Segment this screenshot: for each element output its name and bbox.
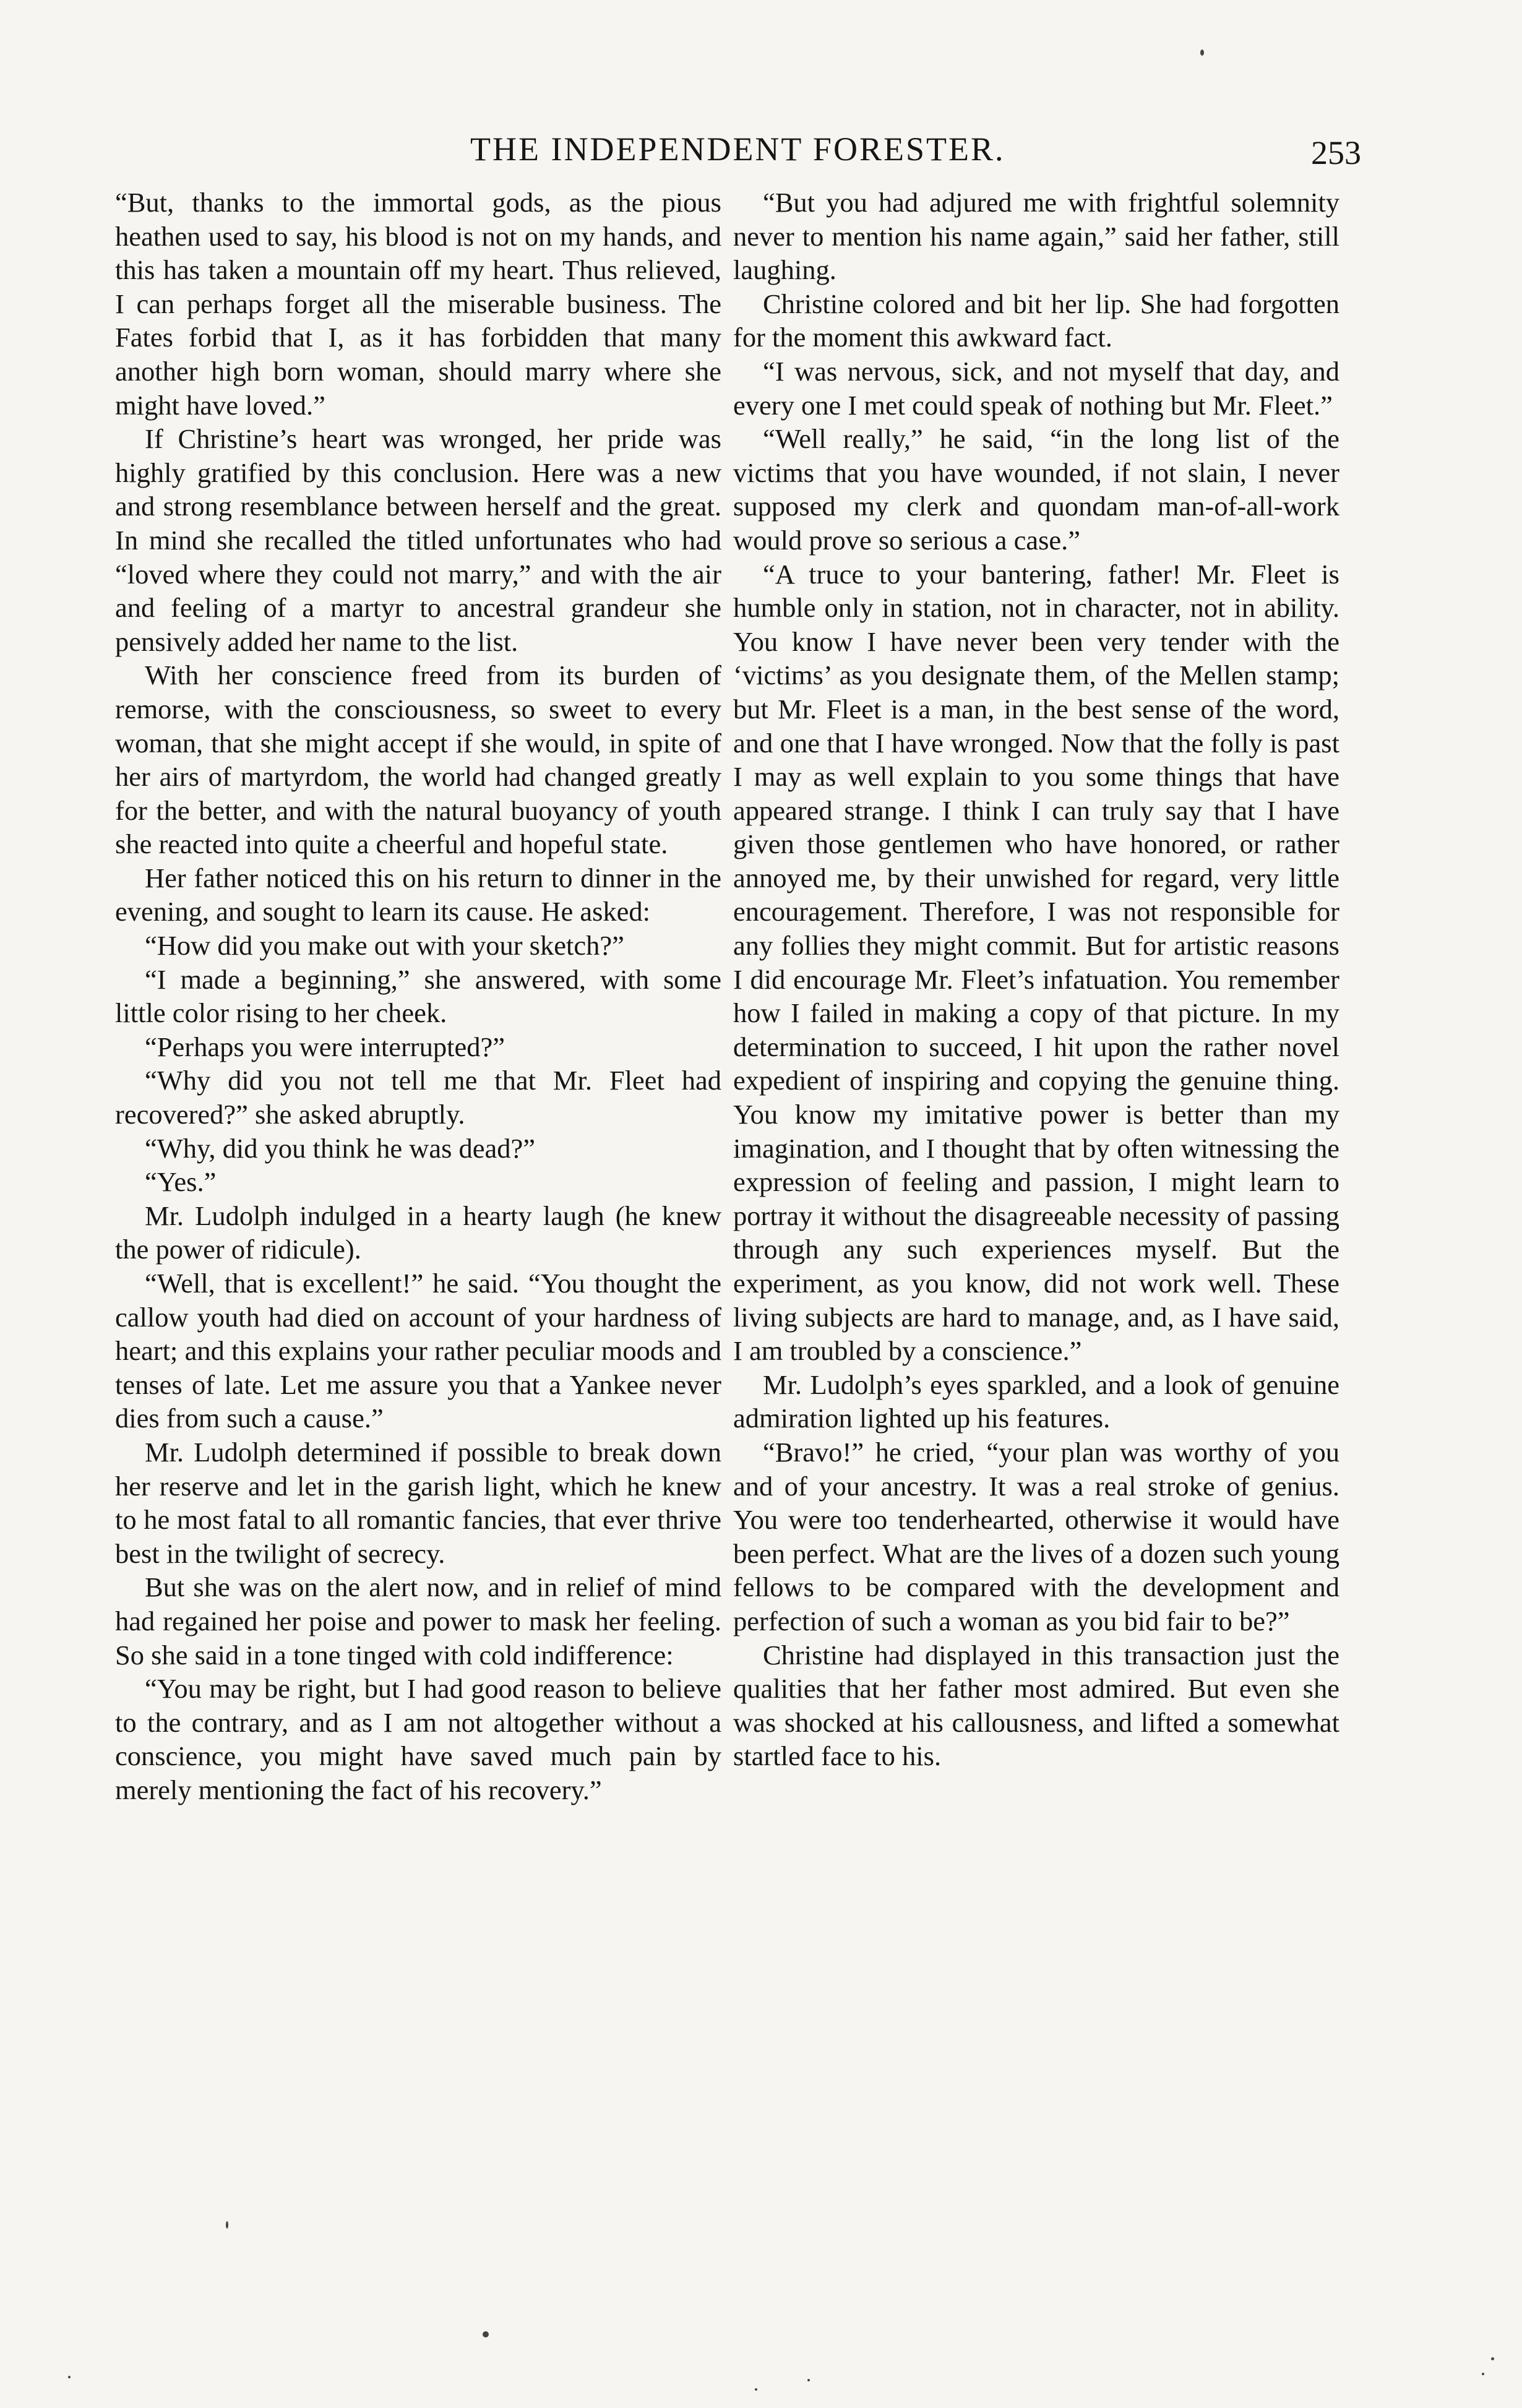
print-speck (1200, 49, 1204, 56)
paragraph: “But, thanks to the immortal gods, as the pious heathen used to say, his blood is not on my hands, and this has taken a mountain off my heart. Thus relieved, I can perhaps forget all the miserable business. The Fates forbid that I, as it has forbidden that many another high born woman, should marry where she might have loved.” (115, 187, 721, 421)
paragraph: “A truce to your bantering, father! Mr. Fleet is humble only in station, not in character, not in ability. You know I have never been very tender with the ‘victims’ as you designate them, of the Mellen stamp; but Mr. Fleet is a man, in the best sense of the word, and one that I have wronged. Now that the folly is past I may as well explain to you some things that have appeared strange. I think I can truly say that I have given those gentlemen who have honored, or rather annoyed me, by their unwished for regard, very little encouragement. Therefore, I was not responsible for any follies they might commit. But for artistic reasons I did encourage Mr. Fleet’s infatuation. You remember how I failed in making a copy of that picture. In my determination to succeed, I hit upon the rather novel expedient of inspiring and copying the genuine thing. You know my imitative power is better than my imagination, and I thought that by often witnessing the expression of feeling and passion, I might learn to portray it without the disagreeable necessity of passing through any such experiences myself. But the experiment, as you know, did not work well. These living subjects are hard to manage, and, as I have said, I am troubled by a conscience.” (733, 558, 1339, 1367)
paragraph: “Well, that is excellent!” he said. “You thought the callow youth had died on account of your hardness of heart; and this explains your rather peculiar moods and tenses of late. Let me assure you that a Yankee never dies from such a cause.” (115, 1268, 721, 1434)
paragraph: “I was nervous, sick, and not myself that day, and every one I met could speak of nothing but Mr. Fleet.” (733, 355, 1339, 421)
print-speck (226, 2221, 228, 2229)
print-speck (755, 2388, 757, 2391)
paragraph: “Well really,” he said, “in the long list of the victims that you have wounded, if not slain, I never supposed my clerk and quondam man-of-all-work would prove so serious a case.” (733, 423, 1339, 556)
print-speck (1482, 2373, 1484, 2375)
left-column (115, 186, 721, 1807)
print-speck (807, 2379, 810, 2381)
paragraph: Mr. Ludolph determined if possible to break down her reserve and let in the garish light, which he knew to he most fatal to all romantic fancies, that ever thrive best in the twilight of secrecy. (115, 1436, 721, 1569)
paragraph: If Christine’s heart was wronged, her pride was highly gratified by this conclusion. Here was a new and strong resemblance between herself and the great. In mind she recalled the titled unfortunates who had “loved where they could not marry,” and with the air and feeling of a martyr to ancestral grandeur she pensively added her name to the list. (115, 423, 721, 657)
paragraph: “Perhaps you were interrupted?” (145, 1031, 505, 1062)
paragraph: Christine had displayed in this transaction just the qualities that her father most admired. But even she was shocked at his callousness, and lifted a somewhat startled face to his. (733, 1639, 1339, 1772)
print-speck (483, 2331, 489, 2337)
paragraph: Mr. Ludolph indulged in a hearty laugh (he knew the power of ridicule). (115, 1200, 721, 1265)
paragraph: “Yes.” (145, 1166, 217, 1198)
paragraph: But she was on the alert now, and in relief of mind had regained her poise and power to mask her feeling. So she said in a tone tinged with cold indifference: (115, 1572, 721, 1671)
paragraph: “Why did you not tell me that Mr. Fleet had recovered?” she asked abruptly. (115, 1065, 721, 1130)
paragraph: Christine colored and bit her lip. She had forgotten for the moment this awkward fact. (733, 288, 1339, 353)
paragraph: “Bravo!” he cried, “your plan was worthy of you and of your ancestry. It was a real stroke of genius. You were too tenderhearted, otherwise it would have been perfect. What are the lives of a dozen such young fellows to be compared with the development and perfection of such a woman as you bid fair to be?” (733, 1436, 1339, 1636)
paragraph: “Why, did you think he was dead?” (145, 1132, 536, 1164)
paragraph: With her conscience freed from its burden of remorse, with the consciousness, so sweet to every woman, that she might accept if she would, in spite of her airs of martyrdom, the world had changed greatly for the better, and with the natural buoyancy of youth she reacted into quite a cheerful and hopeful state. (115, 660, 721, 860)
running-header (124, 130, 1361, 192)
print-speck (1491, 2357, 1494, 2360)
print-speck (68, 2376, 71, 2378)
paragraph: “You may be right, but I had good reason to believe to the contrary, and as I am not altogether without a conscience, you might have saved much pain by merely mentioning the fact of his recovery.” (115, 1673, 721, 1805)
paragraph: Mr. Ludolph’s eyes sparkled, and a look of genuine admiration lighted up his features. (733, 1369, 1339, 1434)
paragraph: Her father noticed this on his return to dinner in the evening, and sought to learn its cause. He asked: (115, 862, 721, 927)
page-number: 253 (1311, 134, 1361, 171)
paragraph: “I made a beginning,” she answered, with some little color rising to her cheek. (115, 963, 721, 1029)
journal-title: THE INDEPENDENT FORESTER. (470, 131, 1005, 168)
right-column (733, 186, 1339, 1773)
paragraph: “How did you make out with your sketch?” (145, 930, 624, 961)
paragraph: “But you had adjured me with frightful solemnity never to mention his name again,” said her father, still laughing. (733, 187, 1339, 286)
